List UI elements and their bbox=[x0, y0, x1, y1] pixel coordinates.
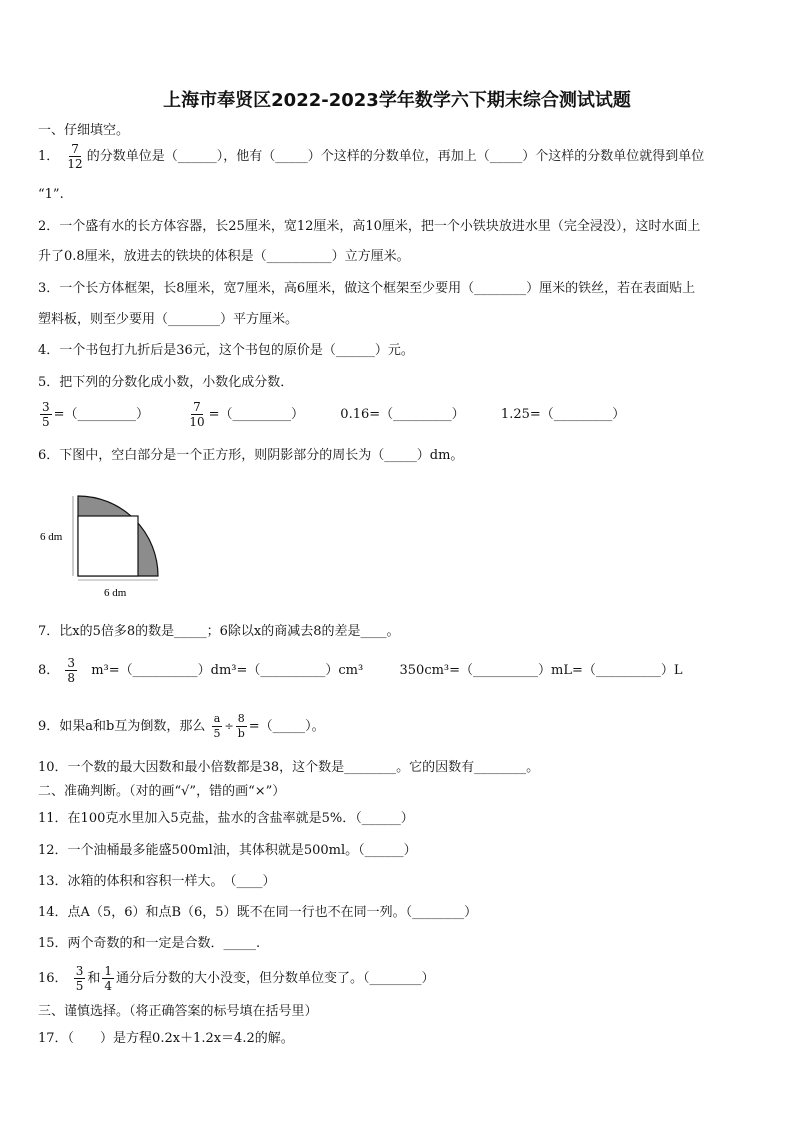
question-16-number: 16． bbox=[38, 971, 68, 986]
question-3-line-2: 塑料板，则至少要用（________）平方厘米。 bbox=[38, 312, 299, 327]
section-1-heading: 一、仔细填空。 bbox=[38, 123, 130, 138]
question-16-connector: 和 bbox=[87, 971, 101, 986]
page-title: 上海市奉贤区2022-2023学年数学六下期末综合测试试题 bbox=[163, 90, 631, 111]
question-1-number: 1． bbox=[38, 149, 60, 164]
question-12: 12．一个油桶最多能盛500ml油，其体积就是500ml。（______） bbox=[38, 843, 417, 858]
fraction-denominator: 10 bbox=[189, 415, 205, 429]
fraction-denominator: 5 bbox=[42, 415, 50, 429]
question-2-line-1: 2．一个盛有水的长方体容器，长25厘米，宽12厘米，高10厘米，把一个小铁块放进水里（完全浸没），这时水面上 bbox=[38, 219, 701, 234]
question-4: 4．一个书包打九折后是36元，这个书包的原价是（______）元。 bbox=[38, 343, 414, 358]
question-9-text: 9．如果a和b互为倒数，那么 bbox=[38, 719, 206, 734]
quarter-circle-diagram bbox=[38, 488, 168, 603]
fraction-numerator: 3 bbox=[75, 964, 84, 978]
question-8-fraction bbox=[65, 656, 77, 685]
question-3-line-1: 3．一个长方体框架，长8厘米，宽7厘米，高6厘米，做这个框架至少要用（________）厘米的铁丝，若在表面贴上 bbox=[38, 281, 696, 296]
question-16 bbox=[38, 964, 435, 993]
question-1-fraction bbox=[65, 142, 84, 171]
question-7: 7．比x的5倍多8的数是_____；6除以x的商减去8的差是____。 bbox=[38, 624, 400, 639]
question-5-item-c: 0.16=（_________） bbox=[340, 407, 465, 422]
fraction-numerator: 8 bbox=[237, 712, 245, 725]
question-15: 15．两个奇数的和一定是合数．_____. bbox=[38, 936, 261, 951]
fraction-denominator: 8 bbox=[67, 671, 76, 685]
question-1 bbox=[38, 142, 704, 171]
fraction-numerator: 1 bbox=[104, 964, 112, 978]
question-5-blank-a: =（_________） bbox=[53, 407, 150, 422]
question-5-blank-b: =（_________） bbox=[208, 407, 305, 422]
question-16-text: 通分后分数的大小没变，但分数单位变了。（________） bbox=[115, 971, 435, 986]
fraction-numerator: a bbox=[213, 712, 221, 725]
side-label: 6 dm bbox=[40, 531, 63, 543]
question-9-fraction-2 bbox=[236, 712, 247, 741]
fraction-denominator: 5 bbox=[75, 979, 84, 993]
question-8 bbox=[38, 656, 683, 685]
fraction-numerator: 3 bbox=[67, 656, 76, 670]
question-5: 5．把下列的分数化成小数，小数化成分数． bbox=[38, 375, 294, 390]
division-operator: ÷ bbox=[224, 720, 234, 733]
question-5-fraction-a bbox=[40, 400, 52, 429]
fraction-denominator: 4 bbox=[104, 979, 112, 993]
question-14: 14．点A（5，6）和点B（6，5）既不在同一行也不在同一列。（________） bbox=[38, 905, 478, 920]
question-1-text: 的分数单位是（______），他有（_____）个这样的分数单位，再加上（_____）个这样的分数单位就得到单位 bbox=[86, 149, 705, 164]
question-9-fraction-1 bbox=[211, 712, 222, 741]
question-1-continued: “1”. bbox=[38, 187, 64, 202]
section-3-heading: 三、谨慎选择。（将正确答案的标号填在括号里） bbox=[38, 1004, 318, 1019]
question-5-fraction-b bbox=[187, 400, 206, 429]
question-9 bbox=[38, 712, 325, 741]
question-16-fraction-2 bbox=[102, 964, 114, 993]
question-11: 11．在100克水里加入5克盐，盐水的含盐率就是5%．（______） bbox=[38, 811, 414, 826]
question-2-line-2: 升了0.8厘米，放进去的铁块的体积是（__________）立方厘米。 bbox=[38, 249, 410, 264]
question-8-part-a: m³=（__________）dm³=（__________）cm³ bbox=[91, 663, 364, 678]
question-16-fraction-1 bbox=[74, 964, 86, 993]
fraction-denominator: b bbox=[237, 727, 245, 740]
question-17: 17．（ ）是方程0.2x＋1.2x＝4.2的解。 bbox=[38, 1031, 294, 1046]
fraction-numerator: 3 bbox=[42, 400, 50, 414]
fraction-denominator: 5 bbox=[213, 727, 221, 740]
section-2-heading: 二、准确判断。（对的画“√”，错的画“×”） bbox=[38, 784, 286, 799]
bottom-label: 6 dm bbox=[104, 587, 127, 599]
fraction-numerator: 7 bbox=[71, 142, 79, 156]
white-square bbox=[78, 516, 138, 576]
question-9-blank: =（_____）。 bbox=[248, 719, 325, 734]
question-5-item-d: 1.25=（_________） bbox=[500, 407, 626, 422]
fraction-denominator: 12 bbox=[67, 157, 83, 171]
fraction-numerator: 7 bbox=[193, 400, 201, 414]
question-5-items bbox=[38, 400, 625, 429]
question-6: 6．下图中，空白部分是一个正方形，则阴影部分的周长为（_____）dm。 bbox=[38, 448, 464, 463]
question-8-part-b: 350cm³=（__________）mL=（__________）L bbox=[399, 663, 683, 678]
question-8-number: 8． bbox=[38, 663, 60, 678]
question-10: 10．一个数的最大因数和最小倍数都是38，这个数是________。它的因数有________。 bbox=[38, 760, 540, 775]
question-13: 13．冰箱的体积和容积一样大。 （____） bbox=[38, 874, 276, 889]
